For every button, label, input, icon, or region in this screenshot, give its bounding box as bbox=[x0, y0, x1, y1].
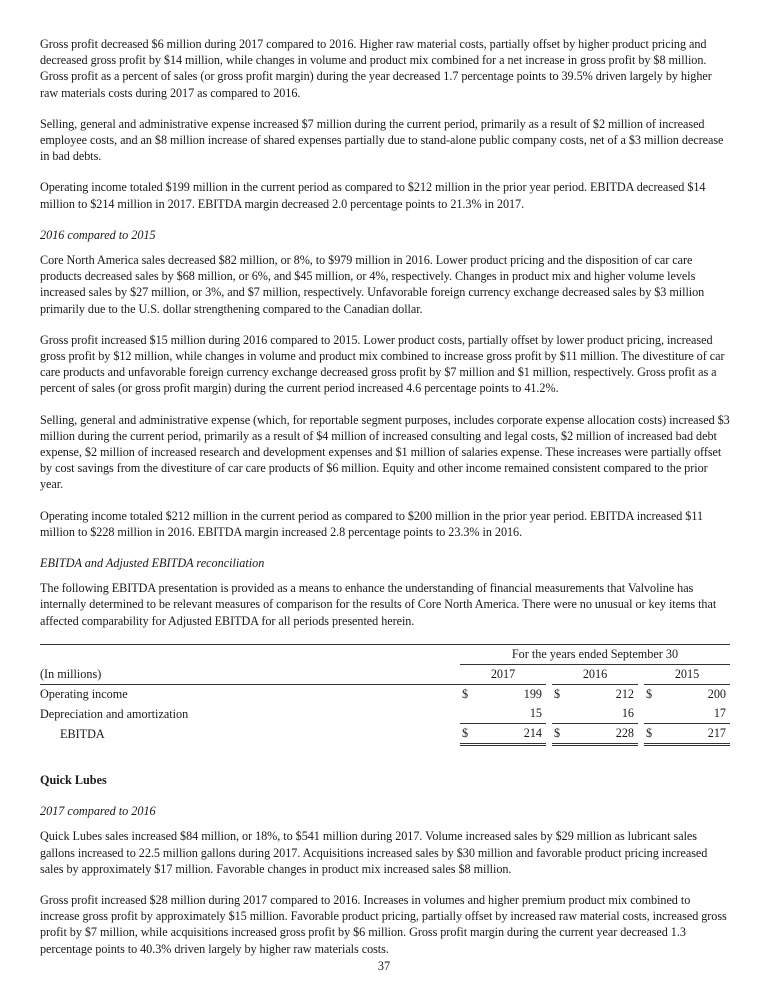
cna-2016-subheading: 2016 compared to 2015 bbox=[40, 227, 156, 242]
table-total-row bbox=[40, 723, 730, 744]
currency-symbol: $ bbox=[462, 687, 469, 702]
cna-2017-operating-income-paragraph: Operating income totaled $199 million in the current period as compared to $212 million in the prior year period. EBITDA decreased $14 million to $214 million in 2017. EBITDA margin decreased 2.0 percentage points to 21.3% in 2017. bbox=[40, 180, 706, 211]
table-unit-label: (In millions) bbox=[40, 664, 460, 684]
cell-value: 199 bbox=[523, 687, 542, 702]
cell-value: 212 bbox=[615, 687, 634, 702]
cell-value: 15 bbox=[529, 706, 542, 721]
table-row bbox=[40, 684, 730, 704]
quick-lubes-gross-profit-paragraph: Gross profit increased $28 million during 2017 compared to 2016. Increases in volumes and higher premium product mix combined to increase gross profit by approximately $15 million. Favorable product pricing, partially offset by increased raw material costs, increased gross profit by $7 million, while acquisitions increased gross profit by $6 million. Gross profit margin during the current year decreased 1.3 percentage points to 40.3% driven largely by higher raw materials costs. bbox=[40, 892, 727, 956]
table-year-header-row bbox=[40, 664, 730, 684]
currency-symbol: $ bbox=[554, 687, 561, 702]
row-label: EBITDA bbox=[60, 726, 105, 741]
cell-value: 16 bbox=[621, 706, 634, 721]
quick-lubes-section-title: Quick Lubes bbox=[40, 772, 107, 787]
cell-value: 228 bbox=[566, 723, 638, 744]
ebitda-reconciliation-subheading: EBITDA and Adjusted EBITDA reconciliation bbox=[40, 556, 265, 571]
document-page bbox=[40, 36, 730, 972]
cell-value: 200 bbox=[707, 687, 726, 702]
cell-value: 214 bbox=[474, 723, 546, 744]
quick-lubes-subheading: 2017 compared to 2016 bbox=[40, 804, 156, 819]
quick-lubes-sales-paragraph: Quick Lubes sales increased $84 million, or 18%, to $541 million during 2017. Volume increased sales by $29 million as lubricant sales gallons increased to 22.5 million gallons during 2017. Acquisitions increased sales by $30 million and favorable product pricing increased sales by approximately $17 million. Favorable changes in product mix increased sales $8 million. bbox=[40, 829, 708, 876]
table-year-header: 2015 bbox=[644, 664, 730, 684]
row-label: Depreciation and amortization bbox=[40, 706, 189, 721]
cna-2016-sales-paragraph: Core North America sales decreased $82 million, or 8%, to $979 million in 2016. Lower product pricing and the disposition of car care products decreased sales by $68 million, or 6%, and $45 million, or 4%, respectively. Changes in product mix and higher volume levels increased sales by $27 million, or 3%, and $7 million, respectively. Unfavorable foreign currency exchange decreased sales by $3 million primarily due to the U.S. dollar strengthening compared to the Canadian dollar. bbox=[40, 253, 705, 316]
page-number: 37 bbox=[377, 959, 391, 973]
table-span-header-row bbox=[40, 644, 730, 664]
table-row bbox=[40, 704, 730, 724]
ebitda-reconciliation-table bbox=[40, 644, 730, 746]
ebitda-reconciliation-intro: The following EBITDA presentation is provided as a means to enhance the understanding of financial measurements that Valvoline has internally determined to be relevant measures of comparison for the results of Core North America. There were no unusual or key items that affected comparability for Adjusted EBITDA for all periods presented herein. bbox=[40, 581, 717, 628]
currency-symbol: $ bbox=[646, 687, 653, 702]
currency-symbol: $ bbox=[460, 723, 474, 744]
currency-symbol: $ bbox=[644, 723, 658, 744]
cna-2017-sga-paragraph: Selling, general and administrative expense increased $7 million during the current period, primarily as a result of $2 million of increased employee costs, and an $8 million increase of shared expenses partially due to stand-alone public company costs, net of a $3 million decrease in bad debts. bbox=[40, 116, 724, 164]
currency-symbol: $ bbox=[552, 723, 566, 744]
table-span-header: For the years ended September 30 bbox=[460, 644, 730, 664]
cell-value: 17 bbox=[713, 706, 726, 721]
cell-value: 217 bbox=[658, 723, 730, 744]
ebitda-table-wrapper bbox=[40, 644, 730, 746]
cna-2016-sga-paragraph: Selling, general and administrative expense (which, for reportable segment purposes, includes corporate expense allocation costs) increased $3 million during the current period, primarily as a result of $4 million of increased consulting and legal costs, $2 million of increased bad debt expense, $2 million of increased research and development expenses and $1 million of salaries expense. These increases were partially offset by cost savings from the divestiture of car care products of $6 million. Equity and other income remained consistent compared to the prior year. bbox=[40, 412, 730, 492]
table-year-header: 2017 bbox=[460, 664, 546, 684]
cna-2017-gross-profit-paragraph: Gross profit decreased $6 million during 2017 compared to 2016. Higher raw material costs, partially offset by higher product pricing and decreased gross profit by $14 million, while changes in volume and product mix combined for a net increase in gross profit by $8 million. Gross profit as a percent of sales (or gross profit margin) during the year decreased 1.7 percentage points to 39.5% driven largely by higher raw materials costs during 2017 as compared to 2016. bbox=[40, 37, 712, 100]
cna-2016-gross-profit-paragraph: Gross profit increased $15 million during 2016 compared to 2015. Lower product costs, partially offset by lower product pricing, increased gross profit by $12 million, while changes in volume and product mix combined to increase gross profit by $11 million. The divestiture of car care products and unfavorable foreign currency exchange decreased gross profit by $7 million and $1 million, respectively. Gross profit as a percent of sales (or gross profit margin) during the current period increased 4.6 percentage points to 41.2%. bbox=[40, 332, 725, 396]
cna-2016-operating-income-paragraph: Operating income totaled $212 million in the current period as compared to $200 million in the prior year period. EBITDA increased $11 million to $228 million in 2016. EBITDA margin increased 2.8 percentage points to 23.3% in 2016. bbox=[40, 508, 703, 539]
table-year-header: 2016 bbox=[552, 664, 638, 684]
row-label: Operating income bbox=[40, 687, 128, 702]
